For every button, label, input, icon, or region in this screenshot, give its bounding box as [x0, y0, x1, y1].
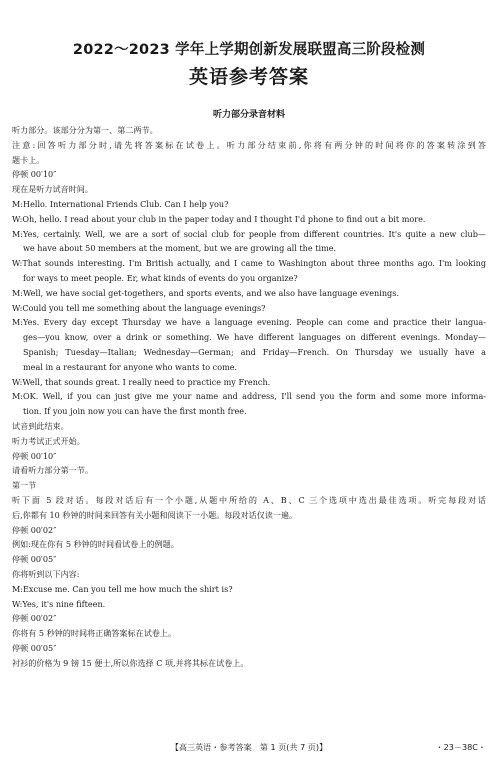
page-footer — [0, 742, 498, 756]
text-line: 停顿 00′10″ — [12, 450, 57, 461]
text-line: M:Yes, certainly. Well, we are a sort of social club for people from different countries. It's quite a new club— — [12, 228, 486, 239]
text-line: Spanish; Tuesday—Italian; Wednesday—German; and Friday—French. On Thursday we usually have a — [23, 346, 486, 357]
text-line: 第一节 — [12, 480, 37, 491]
text-line: W:Yes, it's nine fifteen. — [12, 598, 106, 609]
text-line: 后,你都有 10 秒钟的时间来回答有关小题和阅读下一小题。每段对话仅读一遍。 — [12, 509, 298, 520]
text-line: we have about 50 members at the moment, but we are growing all the time. — [23, 243, 337, 254]
text-line: M:Excuse me. Can you tell me how much the shirt is? — [12, 583, 233, 594]
text-line: 停顿 00′02″ — [12, 524, 57, 535]
transcript-body — [12, 123, 486, 670]
text-line: 停顿 00′10″ — [12, 169, 57, 180]
text-line: W:Well, that sounds great. I really need to practice my French. — [12, 376, 271, 387]
text-line: 注意:回答听力部分时,请先将答案标在试卷上。听力部分结束前,你将有两分钟的时间将你的答案转涂到答 — [12, 139, 486, 150]
text-line: 衬衫的价格为 9 镑 15 便士,所以你选择 C 项,并将其标在试卷上。 — [12, 657, 249, 668]
footer-code: ・23－38C・ — [435, 742, 486, 752]
text-line: M:Yes. Every day except Thursday we have a language evening. People can come and practice their langua- — [12, 317, 486, 328]
footer-page-info: 【高三英语・参考答案 第 1 页(共 7 页)】 — [170, 742, 328, 752]
text-line: tion. If you join now you can have the first month free. — [23, 406, 247, 417]
text-line: 停顿 00′02″ — [12, 613, 57, 624]
text-line: 停顿 00′05″ — [12, 554, 57, 565]
document-subtitle: 英语参考答案 — [188, 66, 309, 88]
text-line: for ways to meet people. Er, what kinds of events do you organize? — [23, 272, 298, 283]
text-line: M:Hello. International Friends Club. Can I help you? — [12, 198, 229, 209]
exam-title: 2022～2023 学年上学期创新发展联盟高三阶段检测 — [72, 42, 426, 58]
text-line: W:Could you tell me something about the language evenings? — [12, 302, 266, 313]
text-line: 听下面 5 段对话。每段对话后有一个小题,从题中所给的 A、B、C 三个选项中选出最佳选项。听完每段对话 — [12, 494, 486, 505]
text-line: 你将有 5 秒钟的时间将正确答案标在试卷上。 — [12, 628, 177, 639]
text-line: M:Well, we have social get-togethers, and sports events, and we also have language evenings. — [12, 287, 399, 298]
text-line: 题卡上。 — [12, 154, 45, 165]
text-line: ges—you know, over a drink or something. We have different languages on different evenings. Monday— — [23, 332, 486, 343]
text-line: 请看听力部分第一节。 — [12, 465, 93, 476]
text-line: W:That sounds interesting. I'm British actually, and I came to Washington about three months ago. I'm looking — [12, 258, 486, 269]
text-line: 现在是听力试音时间。 — [12, 184, 93, 195]
text-line: meal in a restaurant for anyone who wants to come. — [23, 361, 238, 372]
text-line: 例如:现在你有 5 秒钟的时间看试卷上的例题。 — [12, 539, 179, 550]
text-line: 你将听到以下内容: — [12, 568, 80, 579]
text-line: 听力部分。该部分分为第一、第二两节。 — [12, 125, 158, 135]
text-line: 听力考试正式开始。 — [12, 435, 85, 446]
text-line: 停顿 00′05″ — [12, 642, 57, 653]
text-line: M:OK. Well, if you can just give me your name and address, I'll send you the form and some more informa- — [12, 391, 486, 402]
text-line: 试音到此结束。 — [12, 420, 69, 431]
text-line: W:Oh, hello. I read about your club in the paper today and I thought I'd phone to find out a bit more. — [12, 213, 426, 224]
section-heading: 听力部分录音材料 — [212, 110, 285, 120]
